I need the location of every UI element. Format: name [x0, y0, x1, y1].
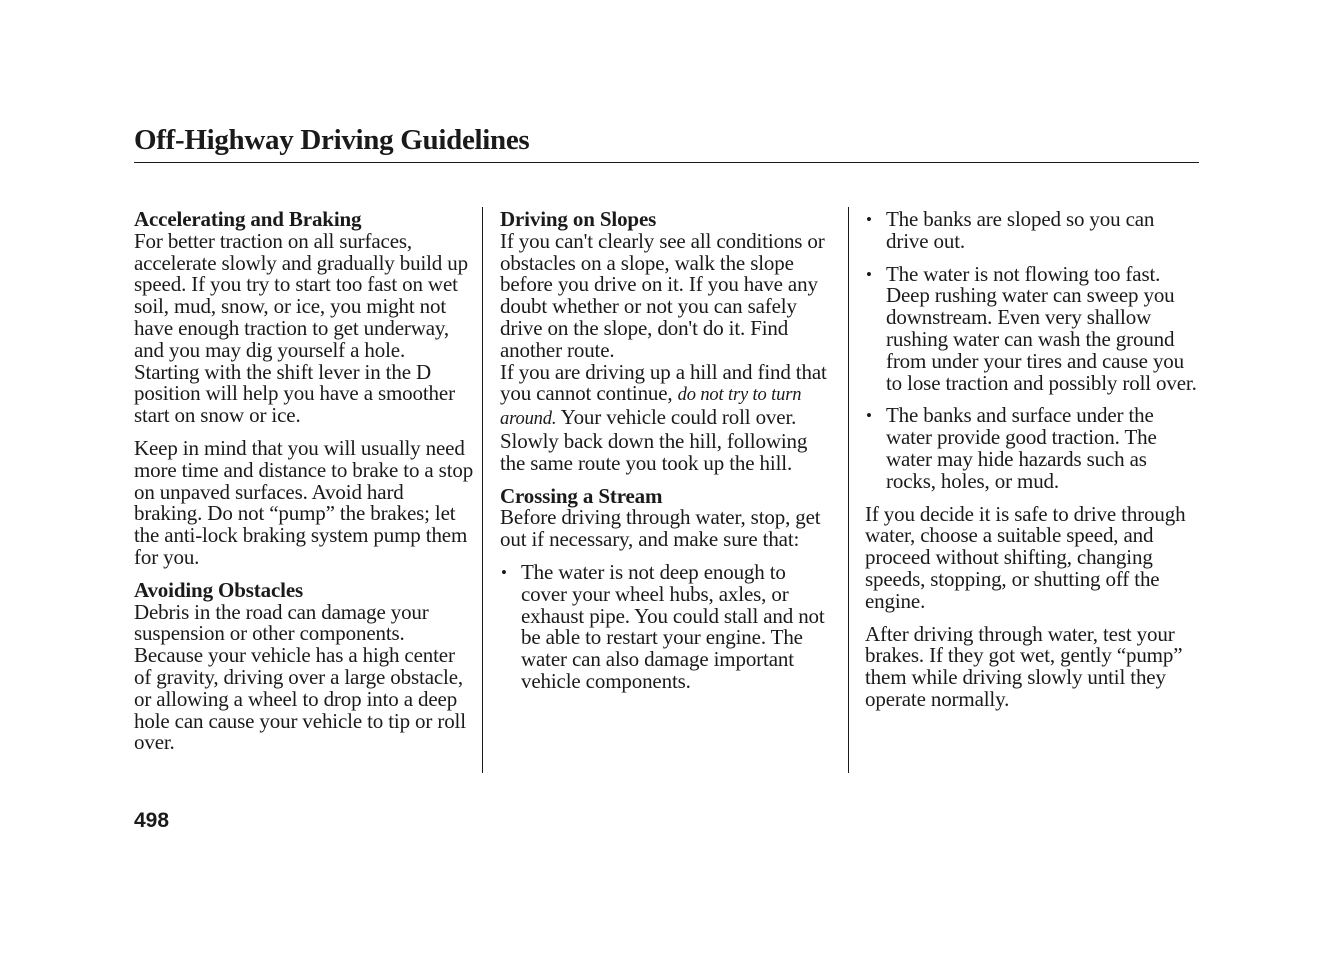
paragraph-water-decision: If you decide it is safe to drive through water, choose a suitable speed, and proceed without shifting, changing speeds, stopping, or shutting off the engine. — [865, 501, 1186, 613]
paragraph-accelerating-2: Keep in mind that you will usually need more time and distance to brake to a stop on unpaved surfaces. Avoid hard braking. Do not “pump” the brakes; let the anti-lock braking system pump them for you. — [134, 435, 474, 569]
bullet-glyph: • — [501, 562, 507, 582]
list-item-text: The water is not flowing too fast. Deep rushing water can sweep you downstream. Even very shallow rushing water can wash the ground from under your tires and cause you to lose traction and possibly roll over. — [886, 261, 1197, 395]
list-item-text: The banks and surface under the water provide good traction. The water may hide hazards such as rocks, holes, or mud. — [886, 403, 1157, 493]
bullet-glyph: • — [866, 406, 872, 426]
paragraph-slopes-2 — [500, 359, 836, 475]
paragraph-slopes-1: If you can't clearly see all conditions or obstacles on a slope, walk the slope before you drive on it. If you have any doubt whether or not you can safely drive on the slope, don't do it. Find another route. — [500, 228, 825, 362]
page-title: Off-Highway Driving Guidelines — [134, 124, 530, 156]
bullet-glyph: • — [866, 264, 872, 284]
page-number: 498 — [134, 809, 170, 832]
list-item-text: The water is not deep enough to cover your wheel hubs, axles, or exhaust pipe. You could stall and not be able to restart your engine. The water can also damage important vehicle components. — [521, 559, 825, 693]
column-2 — [500, 209, 836, 704]
section-heading-obstacles: Avoiding Obstacles — [134, 577, 304, 602]
list-item — [865, 405, 1201, 492]
stream-conditions-list — [865, 209, 1201, 493]
paragraph-obstacles-1: Debris in the road can damage your suspension or other components. Because your vehicle has a high center of gravity, driving over a large obstacle, or allowing a wheel to drop into a deep hole can cause your vehicle to tip or roll over. — [134, 599, 466, 755]
stream-bullet-list — [500, 559, 836, 693]
list-item — [500, 559, 836, 693]
section-heading-accelerating: Accelerating and Braking — [134, 207, 362, 231]
paragraph-stream-1: Before driving through water, stop, get out if necessary, and make sure that: — [500, 505, 821, 552]
paragraph-accelerating-1: For better traction on all surfaces, accelerate slowly and gradually build up speed. If you try to start too fast on wet soil, mud, snow, or ice, you might not have enough traction to get underway, and you may dig yourself a hole. Starting with the shift lever in the D position will help you have a smoother start on snow or ice. — [134, 228, 468, 428]
section-heading-stream: Crossing a Stream — [500, 483, 663, 508]
list-item-text: The banks are sloped so you can drive out. — [886, 207, 1155, 253]
paragraph-slopes-2-end: Your vehicle could roll over. Slowly back down the hill, following the same route you took up the hill. — [500, 405, 808, 475]
list-item — [865, 261, 1201, 395]
section-heading-slopes: Driving on Slopes — [500, 207, 657, 231]
column-divider-2 — [848, 207, 849, 773]
paragraph-brake-test: After driving through water, test your brakes. If they got wet, gently “pump” them while driving slowly until they operate normally. — [865, 621, 1183, 711]
column-divider-1 — [482, 207, 483, 773]
column-1 — [134, 209, 474, 765]
paragraph-slopes-2-start: If you are driving up a hill and find that you cannot continue, — [500, 359, 827, 406]
list-item — [865, 209, 1201, 253]
paragraph-slopes-2-italic: do not try to turn around. — [500, 385, 802, 430]
bullet-glyph: • — [866, 210, 872, 229]
column-3 — [865, 209, 1201, 722]
title-rule — [134, 162, 1199, 163]
